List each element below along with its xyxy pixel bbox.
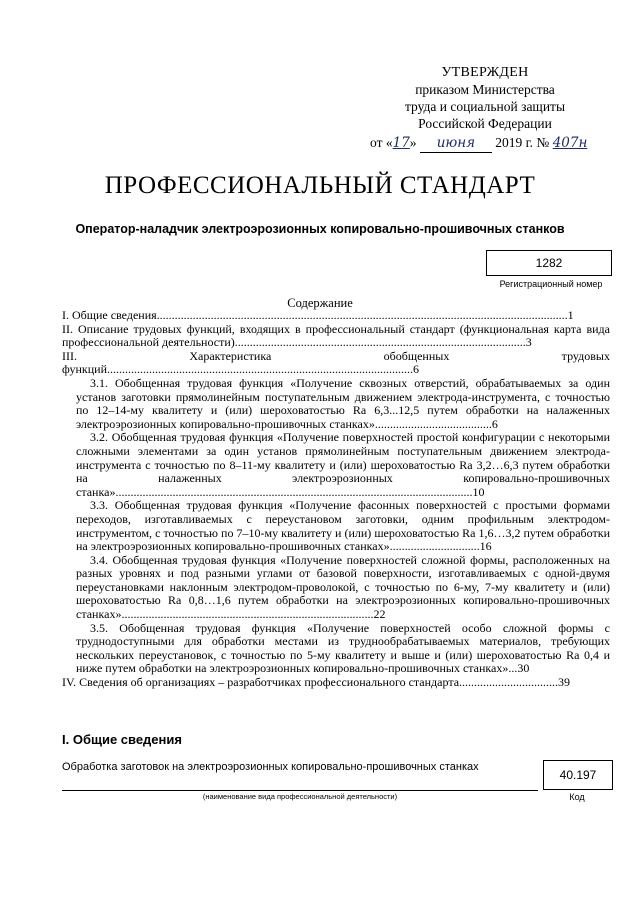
contents-title: Содержание [287, 296, 353, 310]
order-mid: » [409, 135, 417, 150]
section-title: I. Общие сведения [62, 732, 182, 747]
approval-line: Российской Федерации [418, 116, 552, 131]
toc-entry[interactable]: 3.2. Обобщенная трудовая функция «Получение поверхностей простой конфигурации с некоторыми сложными элементами за один установ прямолинейным поступательным движением электрода-инструмента с точностью по 8–11-му квалитету и (или) шероховатостью Ra 3,2…6,3 путем обработки на налаженных электроэрозионных копировально-прошивочных станка».......................................................................................................................10 [76, 430, 610, 499]
toc-entry[interactable]: 3.5. Обобщенная трудовая функция «Получение поверхностей особо сложной формы с труднодоступными для обработки местами из труднообрабатываемых материалов, требующих нескольких переустановок, с точностью по 5-му квалитету и выше и (или) шероховатостью Ra 0,4 и ниже путем обработки на электроэрозионных копировально-прошивочных станках»...30 [76, 620, 610, 676]
registration-number-box: 1282 [486, 250, 612, 276]
order-line [370, 134, 600, 153]
order-prefix: от « [370, 135, 393, 150]
registration-label: Регистрационный номер [499, 279, 603, 289]
activity-name: Обработка заготовок на электроэрозионных копировально-прошивочных станках [62, 761, 479, 773]
activity-caption: (наименование вида профессиональной деятельности) [202, 792, 398, 801]
approval-line: труда и социальной защиты [404, 99, 566, 114]
toc-page: 3 [525, 335, 532, 350]
toc-entry[interactable]: I. Общие сведения.........................................................................................................................................1 [62, 308, 574, 322]
approval-block [370, 64, 600, 153]
table-of-contents [62, 309, 610, 690]
toc-page: 22 [373, 607, 386, 622]
approval-heading: УТВЕРЖДЕН [441, 65, 529, 80]
toc-entry[interactable]: III. Характеристика обобщенных трудовых функций......................................................................................................6 [62, 348, 610, 377]
activity-underline [62, 790, 538, 791]
toc-entry[interactable]: 3.4. Обобщенная трудовая функция «Получение поверхностей сложной формы, расположенных на разных уровнях и под разными углами от базовой поверхности, изготавливаемых с одной-двумя переустановками наклонным электродом-проволокой, с точностью по 6-му, 7-му квалитету и (или) шероховатостью Ra 0,8…1,6 путем обработки на электроэрозионных копировально-прошивочных станках»....................................................................................22 [76, 552, 610, 622]
toc-entry[interactable]: IV. Сведения об организациях – разработчиках профессионального стандарта.................................39 [62, 675, 571, 690]
toc-page: 16 [479, 539, 492, 554]
toc-page: 6 [491, 416, 498, 431]
document-title: ПРОФЕССИОНАЛЬНЫЙ СТАНДАРТ [104, 172, 536, 199]
order-year: 2019 г. № [495, 135, 550, 150]
approval-line: приказом Министерства [415, 82, 555, 97]
order-day: 17 [392, 135, 410, 151]
document-subtitle: Оператор-наладчик электроэрозионных копировально-прошивочных станков [75, 222, 565, 236]
toc-page: 6 [413, 362, 419, 377]
order-number: 407н [552, 135, 588, 151]
toc-entry[interactable]: II. Описание трудовых функций, входящих в профессиональный стандарт (функциональная карта вида профессиональной деятельности).................................................................................................3 [62, 321, 610, 350]
toc-entry[interactable]: 3.3. Обобщенная трудовая функция «Получение фасонных поверхностей с простыми формами переходов, изготавливаемых с переустановом заготовки, одним профильным электродом-инструментом, с точностью по 7–10-му квалитету и (или) шероховатостью Ra 1,6…3,2 путем обработки на электроэрозионных копировально-прошивочных станках»..............................16 [76, 498, 610, 554]
toc-page: 39 [558, 675, 571, 690]
activity-code-label: Код [569, 792, 585, 802]
toc-page: 10 [472, 484, 485, 499]
order-month: июня [420, 135, 492, 153]
activity-code-box: 40.197 [543, 760, 613, 790]
toc-entry[interactable]: 3.1. Обобщенная трудовая функция «Получение сквозных отверстий, обрабатываемых за один установ заготовки прямолинейным поступательным движением электрода-инструмента, с точностью по 12–14-му квалитету и (или) шероховатостью Ra 6,3...12,5 путем обработки на налаженных электроэрозионных копировально-прошивочных станках».......................................6 [76, 375, 610, 431]
toc-page: 30 [517, 661, 530, 676]
toc-page: 1 [567, 308, 574, 322]
